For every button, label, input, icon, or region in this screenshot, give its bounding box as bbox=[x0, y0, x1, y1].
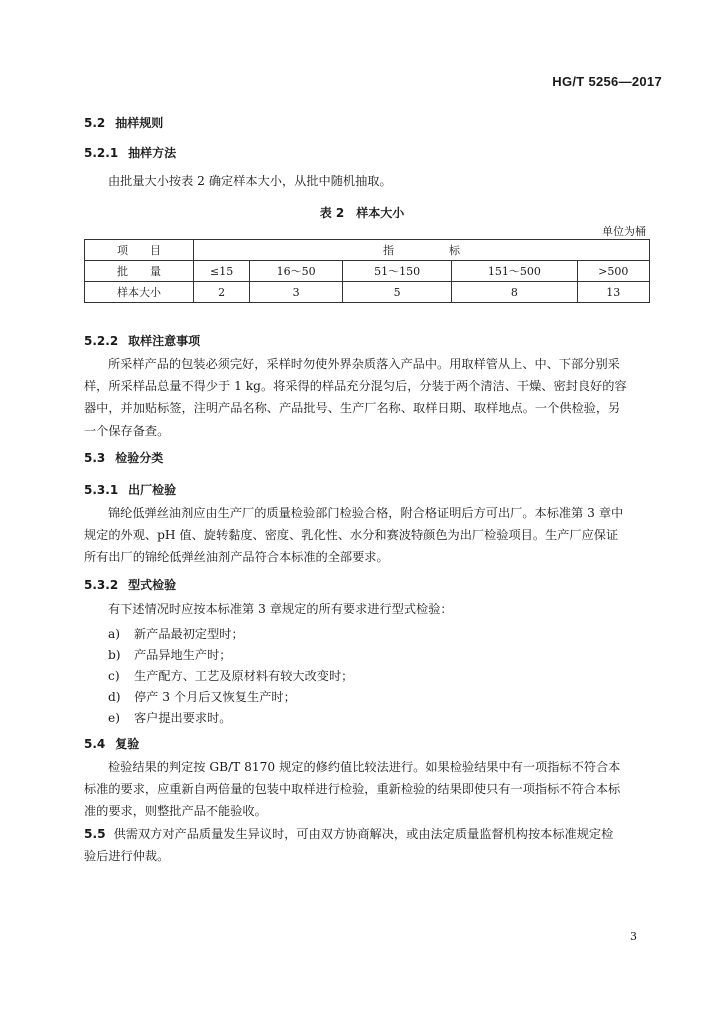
text-line: 所有出厂的锦纶低弹丝油剂产品符合本标准的全部要求。 bbox=[84, 550, 389, 565]
heading-title: 取样注意事项 bbox=[128, 334, 201, 348]
text-line: 锦纶低弹丝油剂应由生产厂的质量检验部门检验合格，附合格证明后方可出厂。本标准第 3 章中 bbox=[108, 506, 624, 520]
paragraph-sampling-method: 由批量大小按表 2 确定样本大小，从批中随机抽取。 bbox=[108, 174, 392, 188]
heading-5-3 bbox=[84, 449, 163, 466]
table-cell: 13 bbox=[577, 282, 650, 303]
heading-number: 5.2.2 bbox=[84, 334, 119, 348]
paragraph-factory-inspection bbox=[84, 502, 650, 569]
table-row bbox=[85, 282, 650, 303]
heading-number: 5.3.2 bbox=[84, 578, 119, 592]
list-text: 停产 3 个月后又恢复生产时； bbox=[134, 690, 296, 704]
table-cell: 16～50 bbox=[250, 261, 343, 282]
list-item bbox=[108, 688, 296, 705]
heading-title: 复验 bbox=[115, 737, 140, 751]
list-marker: a) bbox=[108, 627, 121, 641]
paragraph-type-inspection-intro: 有下述情况时应按本标准第 3 章规定的所有要求进行型式检验： bbox=[108, 602, 453, 616]
text-line: 标准的要求，应重新自两倍量的包装中取样进行检验，重新检验的结果即使只有一项指标不符合本标 bbox=[84, 782, 621, 797]
heading-title: 出厂检验 bbox=[128, 483, 177, 497]
list-item bbox=[108, 667, 353, 684]
text-line: 规定的外观、pH 值、旋转黏度、密度、乳化性、水分和赛波特颜色为出厂检验项目。生产厂应保证 bbox=[84, 528, 619, 543]
list-item bbox=[108, 709, 232, 726]
sample-size-table bbox=[84, 239, 650, 303]
text-line: 所采样产品的包装必须完好，采样时勿使外界杂质落入产品中。用取样管从上、中、下部分别采 bbox=[108, 357, 620, 371]
table-cell: 8 bbox=[452, 282, 577, 303]
table-cell: ≤15 bbox=[194, 261, 250, 282]
table-cell: >500 bbox=[577, 261, 650, 282]
heading-title: 抽样规则 bbox=[115, 116, 164, 130]
text-line: 一个保存备查。 bbox=[84, 423, 170, 438]
list-text: 产品异地生产时； bbox=[134, 648, 232, 662]
paragraph-sampling-notes bbox=[84, 353, 650, 442]
table-cell: 5 bbox=[343, 282, 452, 303]
heading-5-2-1 bbox=[84, 144, 176, 161]
list-text: 客户提出要求时。 bbox=[134, 711, 232, 725]
text-line: 验后进行仲裁。 bbox=[84, 849, 170, 864]
heading-5-4 bbox=[84, 735, 139, 752]
text-line: 样，所采样品总量不得少于 1 kg。将采得的样品充分混匀后，分装于两个清洁、干燥、密封良好的容 bbox=[84, 379, 627, 394]
heading-5-2 bbox=[84, 114, 163, 131]
heading-number: 5.4 bbox=[84, 737, 106, 751]
table-header-item: 项 目 bbox=[85, 240, 194, 261]
table-cell: 3 bbox=[250, 282, 343, 303]
heading-5-2-2 bbox=[84, 332, 200, 349]
list-marker: b) bbox=[108, 648, 121, 662]
text-line bbox=[84, 823, 650, 845]
paragraph-reinspection bbox=[84, 756, 650, 823]
list-marker: c) bbox=[108, 669, 120, 683]
standard-code: HG/T 5256—2017 bbox=[552, 74, 662, 89]
row-label-sample-size: 样本大小 bbox=[85, 282, 194, 303]
row-label-batch: 批 量 bbox=[85, 261, 194, 282]
table-row bbox=[85, 240, 650, 261]
list-item bbox=[108, 625, 244, 642]
text-line: 器中，并加贴标签，注明产品名称、产品批号、生产厂名称、取样日期、取样地点。一个供检验，另 bbox=[84, 401, 621, 416]
table-caption: 表 2 样本大小 bbox=[319, 206, 405, 220]
table-row bbox=[85, 261, 650, 282]
page-number: 3 bbox=[630, 930, 637, 943]
table-cell: 2 bbox=[194, 282, 250, 303]
text-line: 检验结果的判定按 GB/T 8170 规定的修约值比较法进行。如果检验结果中有一项指标不符合本 bbox=[108, 760, 621, 774]
heading-5-3-2 bbox=[84, 576, 176, 593]
table-header-index: 指 标 bbox=[194, 240, 650, 261]
heading-number: 5.2 bbox=[84, 116, 106, 130]
heading-title: 抽样方法 bbox=[128, 146, 177, 160]
heading-title: 型式检验 bbox=[128, 578, 177, 592]
list-text: 新产品最初定型时； bbox=[134, 627, 244, 641]
heading-number: 5.3.1 bbox=[84, 483, 119, 497]
table-cell: 51～150 bbox=[343, 261, 452, 282]
heading-number: 5.3 bbox=[84, 451, 106, 465]
heading-number: 5.5 bbox=[84, 827, 106, 841]
list-text: 生产配方、工艺及原材料有较大改变时； bbox=[134, 669, 354, 683]
heading-number: 5.2.1 bbox=[84, 146, 119, 160]
list-marker: d) bbox=[108, 690, 121, 704]
list-item bbox=[108, 646, 232, 663]
paragraph-5-5 bbox=[84, 823, 650, 867]
text-line: 准的要求，则整批产品不能验收。 bbox=[84, 804, 267, 819]
text-line-content: 供需双方对产品质量发生异议时，可由双方协商解决，或由法定质量监督机构按本标准规定检 bbox=[113, 827, 614, 841]
heading-5-3-1 bbox=[84, 481, 176, 498]
table-cell: 151～500 bbox=[452, 261, 577, 282]
table-unit: 单位为桶 bbox=[602, 225, 646, 238]
list-marker: e) bbox=[108, 711, 120, 725]
heading-title: 检验分类 bbox=[115, 451, 164, 465]
